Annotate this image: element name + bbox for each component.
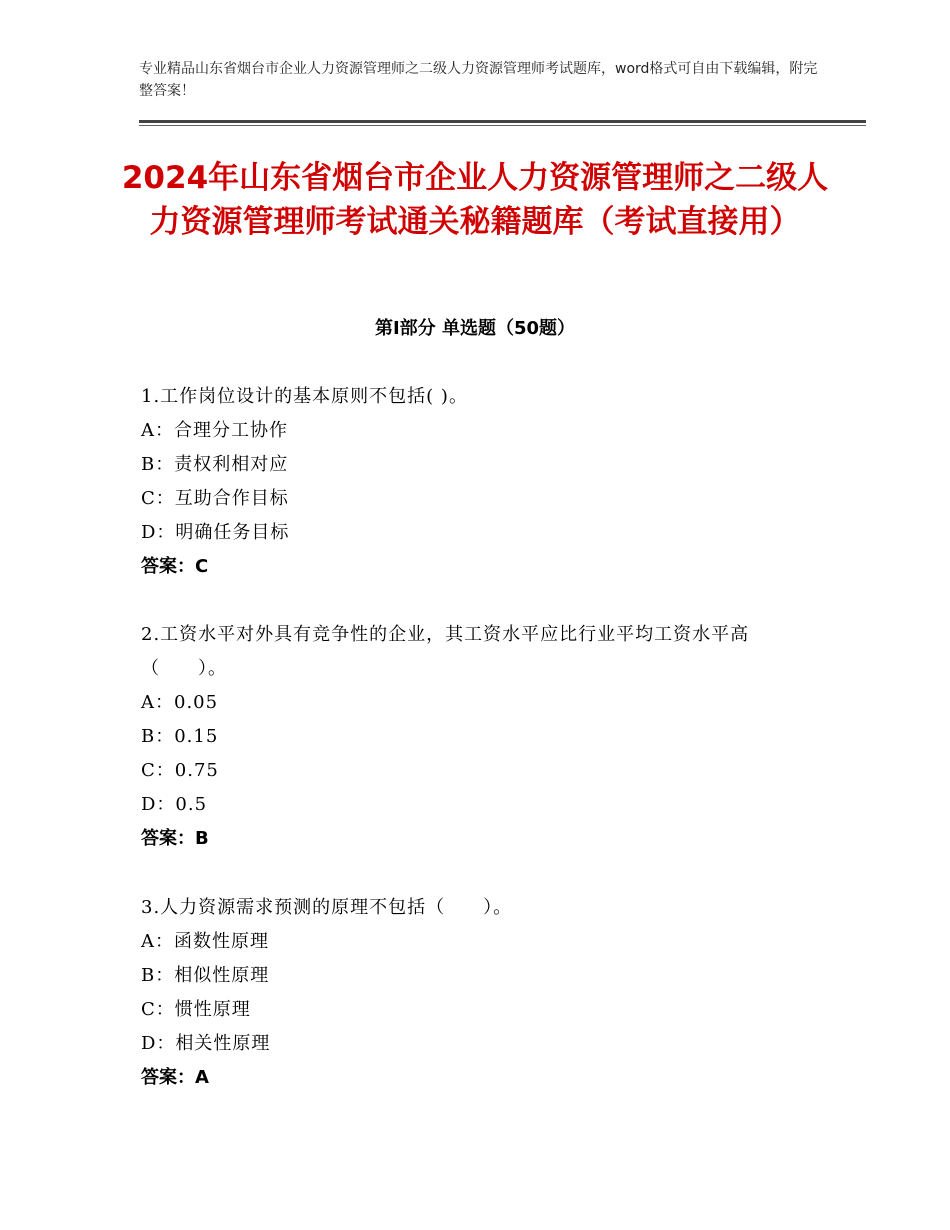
header-rule-thin [139, 125, 866, 126]
answer: 答案：B [141, 828, 209, 849]
option-a: A：函数性原理 [141, 931, 269, 952]
document-title: 2024年山东省烟台市企业人力资源管理师之二级人力资源管理师考试通关秘籍题库（考试直接用） [121, 160, 829, 240]
header-rule-thick [139, 120, 866, 123]
answer: 答案：A [141, 1067, 209, 1088]
option-c: C：惯性原理 [141, 999, 251, 1020]
option-d: D：相关性原理 [141, 1033, 271, 1054]
option-b: B：责权利相对应 [141, 454, 289, 475]
option-b: B：0.15 [141, 726, 219, 747]
question-3 [141, 891, 821, 1095]
question-stem: 1.工作岗位设计的基本原则不包括( )。 [141, 386, 468, 407]
question-stem: 2.工资水平对外具有竞争性的企业，其工资水平应比行业平均工资水平高（ ）。 [141, 624, 750, 679]
question-stem: 3.人力资源需求预测的原理不包括（ ）。 [141, 897, 513, 918]
option-d: D：明确任务目标 [141, 522, 290, 543]
section-heading: 第Ⅰ部分 单选题（50题） [374, 318, 575, 339]
option-c: C：0.75 [141, 760, 219, 781]
question-2 [141, 618, 821, 856]
header-note: 专业精品山东省烟台市企业人力资源管理师之二级人力资源管理师考试题库，word格式可自由下载编辑，附完整答案！ [139, 61, 818, 99]
option-d: D：0.5 [141, 794, 208, 815]
option-b: B：相似性原理 [141, 965, 270, 986]
answer: 答案：C [141, 556, 209, 577]
option-a: A：0.05 [141, 692, 219, 713]
option-a: A：合理分工协作 [141, 420, 288, 441]
question-1 [141, 380, 821, 584]
option-c: C：互助合作目标 [141, 488, 289, 509]
